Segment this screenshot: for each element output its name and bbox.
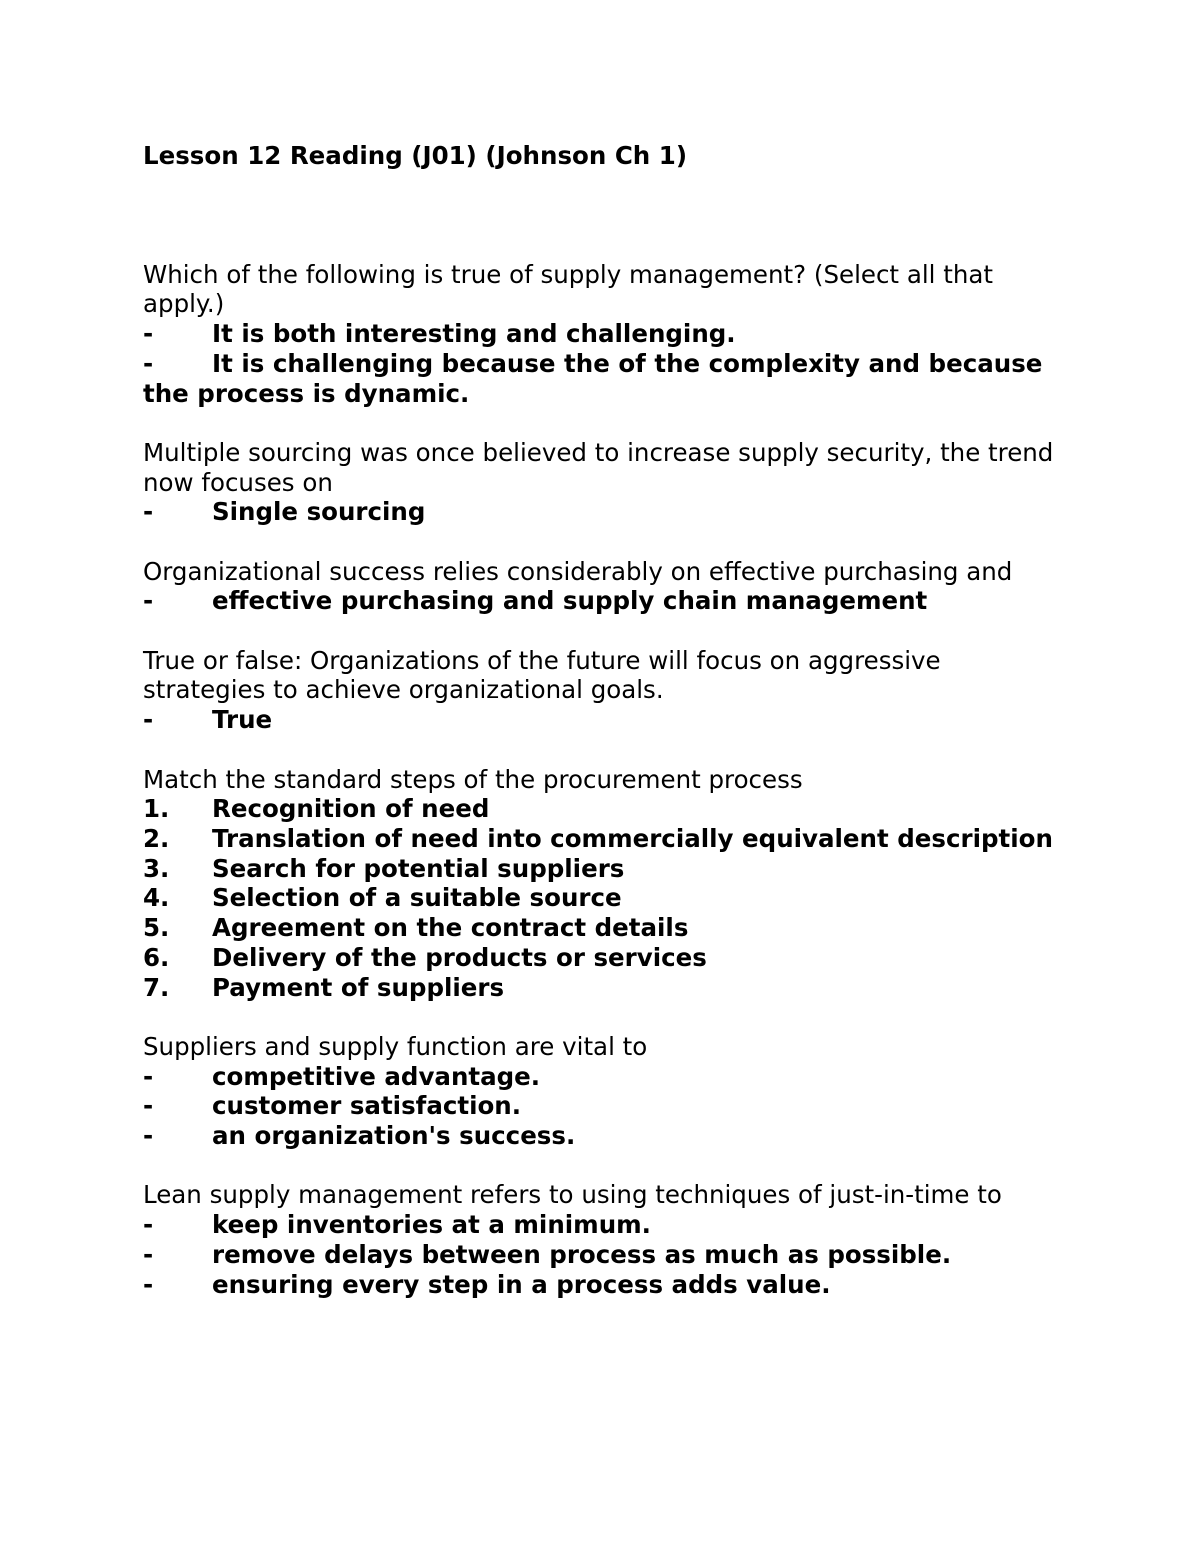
answer-item: [143, 943, 1063, 973]
document-title: Lesson 12 Reading (J01) (Johnson Ch 1): [143, 141, 688, 170]
answer-marker: 2.: [143, 823, 170, 853]
question-prompt: Multiple sourcing was once believed to increase supply security, the trend now focuses on: [143, 437, 1054, 497]
answer-text: customer satisfaction.: [212, 1091, 522, 1121]
answer-marker: 6.: [143, 942, 170, 972]
block-spacer: [143, 1151, 1063, 1181]
answer-text: ensuring every step in a process adds value.: [212, 1269, 831, 1299]
answer-marker: 1.: [143, 794, 170, 824]
question-block: [143, 765, 1063, 1003]
answer-marker: 7.: [143, 972, 170, 1002]
block-spacer: [143, 408, 1063, 438]
answer-item: [143, 1270, 1063, 1300]
document-page: [143, 141, 1063, 1299]
answer-item: [143, 705, 1063, 735]
answer-item: [143, 1121, 1063, 1151]
answer-marker: -: [143, 1061, 154, 1091]
answer-text: It is challenging because the of the complexity and because the process is dynamic.: [143, 348, 1043, 408]
answer-marker: 5.: [143, 913, 170, 943]
answer-text: competitive advantage.: [212, 1061, 541, 1091]
question-block: [143, 646, 1063, 735]
answer-marker: -: [143, 319, 154, 349]
answer-text: Delivery of the products or services: [212, 942, 707, 972]
question-prompt: Organizational success relies considerably on effective purchasing and: [143, 556, 1013, 586]
answer-item: [143, 1240, 1063, 1270]
question-prompt: True or false: Organizations of the future will focus on aggressive strategies to achieve organizational goals.: [143, 645, 941, 705]
answer-item: [143, 1062, 1063, 1092]
title-spacer: [143, 171, 1063, 260]
question-prompt: Which of the following is true of supply management? (Select all that apply.): [143, 259, 993, 319]
answer-item: [143, 854, 1063, 884]
question-prompt: Match the standard steps of the procurement process: [143, 764, 803, 794]
answer-marker: -: [143, 497, 154, 527]
answer-text: Recognition of need: [212, 794, 490, 824]
answer-item: [143, 824, 1063, 854]
question-block: [143, 438, 1063, 527]
answer-text: Payment of suppliers: [212, 972, 505, 1002]
answer-marker: -: [143, 348, 154, 378]
answer-marker: -: [143, 1091, 154, 1121]
question-block: [143, 557, 1063, 616]
answer-item: [143, 883, 1063, 913]
answer-marker: 4.: [143, 883, 170, 913]
block-spacer: [143, 527, 1063, 557]
answer-item: [143, 497, 1063, 527]
answer-text: Agreement on the contract details: [212, 913, 689, 943]
answer-item: [143, 913, 1063, 943]
answer-marker: -: [143, 705, 154, 735]
answer-text: effective purchasing and supply chain management: [212, 586, 928, 616]
answer-item: [143, 319, 1063, 349]
question-block: [143, 1032, 1063, 1151]
answer-text: Single sourcing: [212, 497, 426, 527]
answer-text: True: [212, 705, 273, 735]
question-prompt: Lean supply management refers to using techniques of just-in-time to: [143, 1180, 1002, 1210]
answer-marker: -: [143, 1269, 154, 1299]
answer-marker: 3.: [143, 853, 170, 883]
question-block: [143, 260, 1063, 409]
answer-item: [143, 349, 1063, 408]
answer-item: [143, 973, 1063, 1003]
answer-item: [143, 1210, 1063, 1240]
answer-text: keep inventories at a minimum.: [212, 1210, 651, 1240]
answer-text: Search for potential suppliers: [212, 853, 625, 883]
question-block: [143, 1180, 1063, 1299]
block-spacer: [143, 735, 1063, 765]
answer-item: [143, 794, 1063, 824]
block-spacer: [143, 1002, 1063, 1032]
answer-marker: -: [143, 586, 154, 616]
question-prompt: Suppliers and supply function are vital to: [143, 1031, 648, 1061]
answer-marker: -: [143, 1121, 154, 1150]
answer-text: an organization's success.: [212, 1121, 576, 1150]
answer-text: remove delays between process as much as possible.: [212, 1239, 952, 1269]
answer-marker: -: [143, 1239, 154, 1269]
block-spacer: [143, 616, 1063, 646]
answer-text: Selection of a suitable source: [212, 883, 622, 913]
answer-marker: -: [143, 1210, 154, 1240]
answer-item: [143, 1091, 1063, 1121]
answer-item: [143, 586, 1063, 616]
answer-text: It is both interesting and challenging.: [212, 319, 736, 349]
answer-text: Translation of need into commercially equivalent description: [212, 823, 1053, 853]
